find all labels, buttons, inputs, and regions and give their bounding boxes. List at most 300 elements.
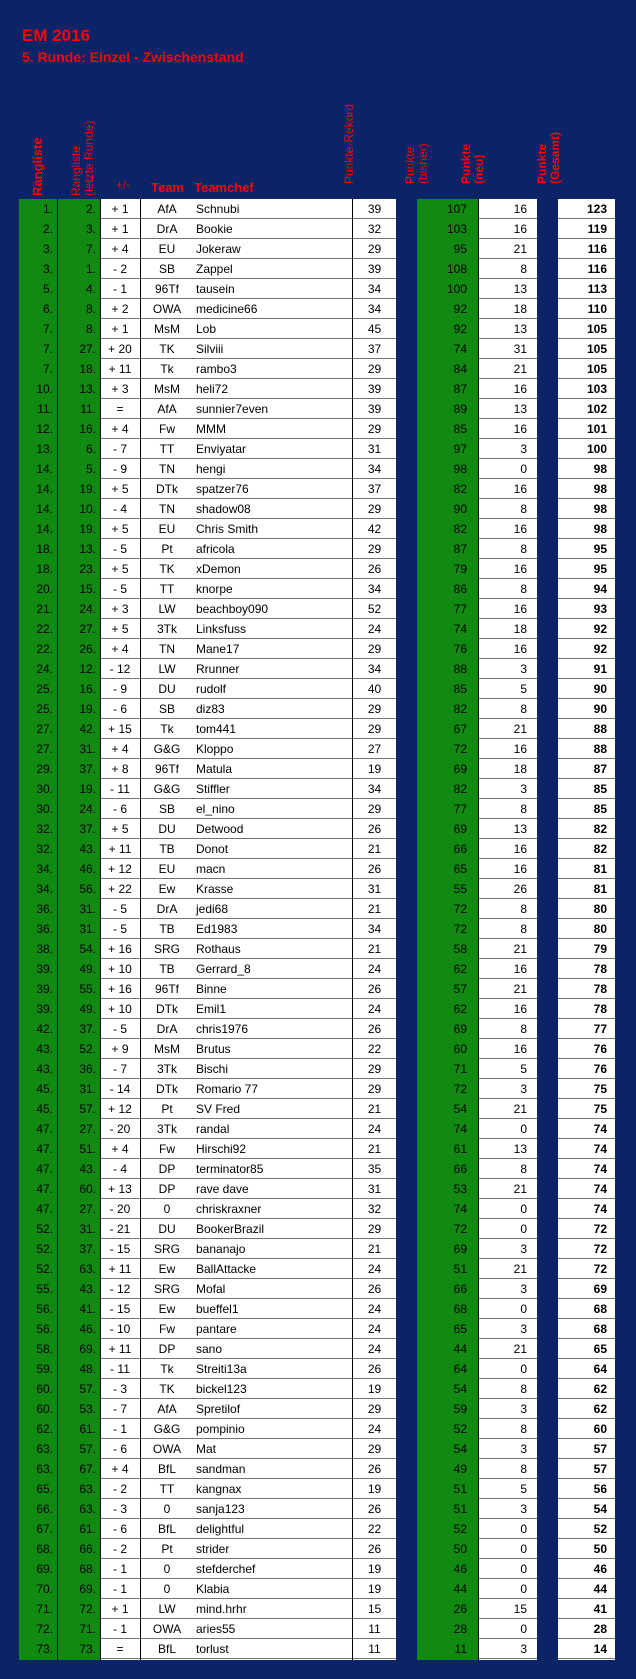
- cell-last-rank: 24.: [79, 602, 96, 616]
- cell-punkte-neu: 0: [520, 1582, 527, 1596]
- cell-teamchef: jedi68: [196, 902, 229, 916]
- cell-team: TK: [159, 562, 175, 576]
- header-punkte-bisher-line1: Punkte: [403, 146, 417, 184]
- cell-punkte-gesamt: 113: [587, 282, 607, 296]
- cell-punkte-neu: 8: [520, 502, 527, 516]
- cell-teamchef: Rothaus: [196, 942, 241, 956]
- cell-team: TK: [159, 1382, 175, 1396]
- cell-rank: 73.: [36, 1642, 53, 1656]
- cell-punkte-bisher: 61: [453, 1142, 467, 1156]
- cell-last-rank: 13.: [79, 382, 96, 396]
- cell-punkte-bisher: 108: [446, 262, 467, 276]
- cell-last-rank: 51.: [79, 1142, 96, 1156]
- cell-teamchef: hengi: [196, 462, 226, 476]
- cell-rank: 1.: [42, 202, 53, 216]
- cell-punkte-neu: 21: [513, 942, 527, 956]
- cell-team: TB: [159, 842, 175, 856]
- cell-rekord: 24: [367, 1342, 382, 1356]
- cell-diff: - 1: [112, 1562, 127, 1576]
- cell-rekord: 24: [367, 1422, 382, 1436]
- cell-rank: 25.: [36, 682, 53, 696]
- cell-last-rank: 57.: [79, 1442, 96, 1456]
- cell-punkte-bisher: 52: [453, 1422, 467, 1436]
- cell-rank: 30.: [36, 802, 53, 816]
- cell-punkte-bisher: 54: [453, 1382, 467, 1396]
- cell-last-rank: 55.: [79, 982, 96, 996]
- cell-team: BfL: [157, 1642, 176, 1656]
- cell-rank: 36.: [36, 902, 53, 916]
- cell-last-rank: 27.: [79, 1122, 96, 1136]
- cell-punkte-neu: 3: [520, 1082, 527, 1096]
- cell-rekord: 21: [367, 942, 382, 956]
- cell-teamchef: tom441: [196, 722, 237, 736]
- cell-rank: 47.: [36, 1182, 53, 1196]
- cell-punkte-bisher: 98: [453, 462, 467, 476]
- cell-diff: - 1: [112, 1582, 127, 1596]
- cell-last-rank: 2.: [85, 202, 96, 216]
- cell-rekord: 19: [367, 762, 382, 776]
- cell-diff: + 12: [108, 862, 132, 876]
- cell-last-rank: 43.: [79, 842, 96, 856]
- cell-punkte-bisher: 51: [453, 1502, 467, 1516]
- cell-last-rank: 31.: [79, 1222, 96, 1236]
- cell-rank: 34.: [36, 862, 53, 876]
- cell-diff: + 10: [108, 962, 132, 976]
- cell-diff: + 12: [108, 1102, 132, 1116]
- cell-diff: - 10: [109, 1322, 131, 1336]
- cell-diff: - 6: [112, 702, 127, 716]
- cell-punkte-bisher: 68: [453, 1302, 467, 1316]
- cell-team: DTk: [156, 482, 178, 496]
- cell-punkte-neu: 0: [520, 1622, 527, 1636]
- cell-rekord: 21: [367, 1142, 382, 1156]
- cell-rekord: 19: [367, 1482, 382, 1496]
- cell-punkte-gesamt: 76: [593, 1042, 607, 1056]
- cell-rekord: 29: [367, 1062, 382, 1076]
- cell-punkte-neu: 8: [520, 582, 527, 596]
- cell-diff: + 1: [111, 1602, 129, 1616]
- cell-diff: + 16: [108, 982, 132, 996]
- cell-punkte-neu: 26: [513, 882, 527, 896]
- cell-punkte-gesamt: 123: [586, 202, 607, 216]
- cell-last-rank: 43.: [79, 1162, 96, 1176]
- cell-rekord: 11: [368, 1622, 381, 1636]
- cell-punkte-bisher: 77: [453, 602, 467, 616]
- cell-rank: 38.: [36, 942, 53, 956]
- cell-punkte-neu: 16: [513, 382, 527, 396]
- cell-punkte-neu: 16: [513, 842, 527, 856]
- cell-punkte-gesamt: 78: [593, 1002, 607, 1016]
- cell-punkte-neu: 16: [513, 1002, 527, 1016]
- cell-team: MsM: [154, 1042, 180, 1056]
- cell-rekord: 34: [367, 462, 382, 476]
- cell-teamchef: beachboy090: [196, 602, 269, 616]
- cell-rank: 63.: [36, 1462, 53, 1476]
- cell-punkte-neu: 5: [520, 1062, 527, 1076]
- cell-punkte-gesamt: 88: [593, 742, 607, 756]
- cell-rekord: 24: [367, 1002, 382, 1016]
- cell-punkte-bisher: 66: [453, 842, 467, 856]
- cell-team: SB: [158, 702, 175, 716]
- cell-punkte-gesamt: 93: [593, 602, 607, 616]
- cell-punkte-neu: 3: [520, 662, 527, 676]
- cell-punkte-bisher: 77: [453, 802, 467, 816]
- cell-punkte-neu: 16: [513, 602, 527, 616]
- cell-punkte-neu: 18: [513, 302, 527, 316]
- cell-punkte-gesamt: 100: [586, 442, 607, 456]
- cell-team: 96Tf: [154, 982, 179, 996]
- cell-punkte-gesamt: 74: [593, 1162, 607, 1176]
- cell-rekord: 29: [367, 502, 382, 516]
- cell-rekord: 34: [367, 662, 382, 676]
- cell-punkte-gesamt: 105: [586, 362, 607, 376]
- cell-last-rank: 24.: [79, 802, 96, 816]
- cell-punkte-bisher: 100: [446, 282, 467, 296]
- cell-last-rank: 12.: [79, 662, 96, 676]
- cell-teamchef: chriskraxner: [196, 1202, 262, 1216]
- cell-rank: 39.: [36, 1002, 53, 1016]
- cell-last-rank: 19.: [79, 522, 96, 536]
- cell-diff: + 11: [108, 1262, 132, 1276]
- cell-team: Fw: [159, 1142, 175, 1156]
- cell-punkte-neu: 31: [513, 342, 527, 356]
- cell-punkte-bisher: 74: [453, 1122, 467, 1136]
- cell-last-rank: 52.: [79, 1042, 96, 1056]
- cell-punkte-bisher: 66: [453, 1162, 467, 1176]
- cell-teamchef: Mane17: [196, 642, 240, 656]
- cell-diff: - 3: [112, 1382, 127, 1396]
- cell-rekord: 29: [367, 1442, 382, 1456]
- cell-diff: + 5: [111, 562, 129, 576]
- cell-punkte-gesamt: 57: [593, 1442, 607, 1456]
- cell-last-rank: 27.: [79, 622, 96, 636]
- cell-rekord: 26: [367, 1462, 382, 1476]
- cell-teamchef: terminator85: [196, 1162, 264, 1176]
- cell-punkte-gesamt: 65: [593, 1342, 607, 1356]
- cell-last-rank: 6.: [85, 442, 96, 456]
- cell-team: G&G: [153, 742, 181, 756]
- cell-diff: - 1: [112, 282, 127, 296]
- cell-punkte-bisher: 85: [453, 682, 467, 696]
- header-team: Team: [151, 180, 184, 195]
- cell-rank: 18.: [36, 562, 53, 576]
- cell-team: 0: [163, 1582, 171, 1596]
- cell-diff: - 11: [110, 1362, 130, 1376]
- cell-team: Tk: [160, 722, 174, 736]
- cell-rekord: 34: [367, 282, 382, 296]
- cell-teamchef: BallAttacke: [196, 1262, 257, 1276]
- cell-punkte-neu: 13: [513, 322, 527, 336]
- cell-punkte-gesamt: 72: [593, 1242, 607, 1256]
- cell-rekord: 39: [367, 402, 382, 416]
- cell-rank: 7.: [42, 342, 53, 356]
- cell-rank: 72.: [36, 1622, 53, 1636]
- cell-punkte-neu: 3: [520, 1502, 527, 1516]
- cell-rank: 11.: [37, 402, 53, 416]
- cell-punkte-neu: 5: [520, 682, 527, 696]
- cell-rank: 14.: [36, 482, 53, 496]
- cell-diff: + 1: [111, 322, 129, 336]
- cell-rank: 47.: [36, 1202, 53, 1216]
- cell-punkte-bisher: 76: [453, 642, 467, 656]
- cell-rank: 56.: [36, 1302, 53, 1316]
- cell-rekord: 19: [367, 1382, 382, 1396]
- cell-rekord: 31: [367, 882, 382, 896]
- cell-teamchef: Jokeraw: [196, 242, 241, 256]
- cell-rank: 45.: [36, 1102, 53, 1116]
- cell-team: 3Tk: [156, 1062, 177, 1076]
- cell-diff: + 4: [111, 642, 129, 656]
- cell-last-rank: 66.: [79, 1542, 96, 1556]
- cell-punkte-gesamt: 77: [593, 1022, 607, 1036]
- cell-teamchef: Bookie: [196, 222, 233, 236]
- cell-diff: - 5: [112, 922, 127, 936]
- cell-punkte-bisher: 72: [453, 742, 467, 756]
- cell-punkte-bisher: 107: [446, 202, 467, 216]
- cell-last-rank: 46.: [79, 1322, 96, 1336]
- cell-teamchef: Binne: [196, 982, 227, 996]
- cell-punkte-bisher: 51: [453, 1482, 467, 1496]
- cell-punkte-gesamt: 110: [587, 302, 607, 316]
- cell-diff: + 8: [111, 762, 129, 776]
- cell-teamchef: aries55: [196, 1622, 236, 1636]
- cell-punkte-gesamt: 78: [593, 962, 607, 976]
- cell-teamchef: kangnax: [196, 1482, 242, 1496]
- cell-team: DrA: [156, 902, 178, 916]
- cell-teamchef: rave dave: [196, 1182, 249, 1196]
- cell-last-rank: 71.: [79, 1622, 96, 1636]
- cell-diff: - 3: [112, 1502, 127, 1516]
- cell-punkte-gesamt: 60: [593, 1422, 607, 1436]
- cell-team: TT: [159, 582, 175, 596]
- cell-punkte-neu: 8: [520, 1382, 527, 1396]
- cell-punkte-gesamt: 54: [593, 1502, 607, 1516]
- header-rangliste: Rangliste: [30, 137, 45, 196]
- cell-team: 0: [163, 1562, 171, 1576]
- cell-diff: - 20: [109, 1122, 131, 1136]
- row-divider: [100, 1658, 353, 1659]
- cell-teamchef: Hirschi92: [196, 1142, 247, 1156]
- cell-punkte-gesamt: 103: [586, 382, 607, 396]
- cell-punkte-bisher: 54: [453, 1102, 467, 1116]
- cell-punkte-bisher: 28: [453, 1622, 467, 1636]
- cell-punkte-gesamt: 87: [593, 762, 607, 776]
- cell-diff: + 4: [111, 1462, 129, 1476]
- cell-rekord: 37: [367, 482, 382, 496]
- cell-teamchef: pompinio: [196, 1422, 245, 1436]
- cell-teamchef: Romario 77: [196, 1082, 259, 1096]
- cell-diff: + 1: [111, 202, 129, 216]
- cell-rekord: 42: [367, 522, 382, 536]
- cell-punkte-bisher: 74: [453, 342, 467, 356]
- cell-team: TK: [159, 342, 175, 356]
- cell-rank: 47.: [36, 1142, 53, 1156]
- cell-rekord: 45: [367, 322, 382, 336]
- cell-teamchef: stefderchef: [196, 1562, 256, 1576]
- cell-punkte-neu: 21: [513, 982, 527, 996]
- cell-punkte-neu: 0: [520, 1302, 527, 1316]
- cell-team: EU: [158, 522, 176, 536]
- cell-team: BfL: [157, 1462, 176, 1476]
- cell-diff: - 15: [109, 1242, 131, 1256]
- cell-rank: 34.: [36, 882, 53, 896]
- cell-rank: 42.: [36, 1022, 53, 1036]
- cell-diff: + 22: [108, 882, 132, 896]
- cell-punkte-neu: 18: [513, 622, 527, 636]
- cell-punkte-neu: 8: [520, 922, 527, 936]
- cell-diff: - 9: [112, 682, 127, 696]
- cell-last-rank: 43.: [79, 1282, 96, 1296]
- cell-last-rank: 23.: [79, 562, 96, 576]
- cell-punkte-gesamt: 44: [593, 1582, 607, 1596]
- cell-punkte-bisher: 67: [453, 722, 467, 736]
- cell-team: G&G: [153, 782, 181, 796]
- cell-diff: - 5: [112, 1022, 127, 1036]
- cell-punkte-bisher: 49: [453, 1462, 467, 1476]
- cell-punkte-gesamt: 98: [593, 462, 607, 476]
- cell-last-rank: 26.: [79, 642, 96, 656]
- cell-last-rank: 31.: [79, 742, 96, 756]
- cell-teamchef: Stiffler: [196, 782, 230, 796]
- cell-punkte-bisher: 82: [453, 522, 467, 536]
- header-punkte-neu: [460, 136, 488, 184]
- cell-punkte-bisher: 72: [453, 1082, 467, 1096]
- cell-team: AfA: [157, 402, 177, 416]
- cell-last-rank: 49.: [79, 1002, 96, 1016]
- row-divider: [558, 1658, 615, 1659]
- cell-diff: - 6: [112, 802, 127, 816]
- cell-rekord: 34: [367, 302, 382, 316]
- cell-rekord: 19: [367, 1562, 382, 1576]
- header-punkte-gesamt-line1: Punkte: [535, 143, 549, 184]
- cell-teamchef: Silviii: [196, 342, 224, 356]
- cell-punkte-bisher: 50: [453, 1542, 467, 1556]
- cell-punkte-gesamt: 98: [593, 502, 607, 516]
- cell-teamchef: rambo3: [196, 362, 237, 376]
- cell-teamchef: delightful: [196, 1522, 245, 1536]
- cell-rekord: 29: [367, 362, 382, 376]
- cell-last-rank: 37.: [79, 1022, 96, 1036]
- cell-punkte-neu: 18: [513, 762, 527, 776]
- cell-teamchef: Linksfuss: [196, 622, 247, 636]
- cell-last-rank: 15.: [79, 582, 96, 596]
- cell-team: OWA: [152, 1622, 182, 1636]
- header-punkte-gesamt: [536, 118, 564, 184]
- cell-diff: + 11: [108, 362, 132, 376]
- cell-last-rank: 19.: [79, 702, 96, 716]
- cell-team: LW: [158, 662, 176, 676]
- cell-rekord: 52: [367, 602, 382, 616]
- cell-rank: 30.: [36, 782, 53, 796]
- cell-punkte-gesamt: 41: [593, 1602, 607, 1616]
- cell-rekord: 29: [367, 542, 382, 556]
- cell-team: 0: [163, 1202, 171, 1216]
- cell-rekord: 24: [367, 1262, 382, 1276]
- cell-diff: - 7: [112, 1062, 127, 1076]
- cell-punkte-gesamt: 79: [593, 942, 607, 956]
- page-title: EM 2016: [22, 26, 91, 45]
- cell-punkte-gesamt: 62: [593, 1382, 607, 1396]
- cell-punkte-bisher: 72: [453, 902, 467, 916]
- cell-rekord: 26: [367, 1282, 382, 1296]
- cell-last-rank: 67.: [79, 1462, 96, 1476]
- cell-punkte-bisher: 69: [453, 762, 467, 776]
- cell-punkte-neu: 16: [513, 562, 527, 576]
- cell-teamchef: strider: [196, 1542, 230, 1556]
- cell-teamchef: bickel123: [196, 1382, 247, 1396]
- cell-rank: 27.: [36, 722, 53, 736]
- cell-team: SRG: [153, 942, 180, 956]
- cell-teamchef: Emil1: [196, 1002, 227, 1016]
- cell-diff: + 5: [111, 522, 129, 536]
- cell-last-rank: 68.: [79, 1562, 96, 1576]
- header-punkte-bisher-line2: (bisher): [416, 143, 430, 184]
- cell-last-rank: 1.: [85, 262, 96, 276]
- cell-punkte-gesamt: 74: [593, 1182, 607, 1196]
- cell-punkte-bisher: 89: [453, 402, 467, 416]
- cell-last-rank: 56.: [79, 882, 96, 896]
- cell-punkte-gesamt: 75: [593, 1102, 607, 1116]
- cell-rank: 7.: [42, 362, 53, 376]
- row-divider: [478, 1658, 537, 1659]
- cell-team: TN: [159, 502, 175, 516]
- cell-diff: - 14: [109, 1082, 131, 1096]
- cell-punkte-neu: 8: [520, 1462, 527, 1476]
- cell-punkte-neu: 3: [520, 1402, 527, 1416]
- cell-punkte-neu: 8: [520, 902, 527, 916]
- cell-punkte-bisher: 55: [453, 882, 467, 896]
- cell-teamchef: Mofal: [196, 1282, 226, 1296]
- cell-rekord: 29: [367, 642, 382, 656]
- header-rangliste-letzte-runde-line2: (letzte Runde): [82, 120, 96, 196]
- cell-teamchef: medicine66: [196, 302, 258, 316]
- cell-diff: - 2: [112, 1542, 127, 1556]
- cell-teamchef: Donot: [196, 842, 229, 856]
- cell-punkte-neu: 8: [520, 802, 527, 816]
- cell-last-rank: 19.: [79, 782, 96, 796]
- cell-punkte-gesamt: 78: [593, 982, 607, 996]
- cell-last-rank: 60.: [79, 1182, 96, 1196]
- cell-rekord: 22: [367, 1522, 382, 1536]
- cell-rekord: 32: [367, 222, 382, 236]
- cell-teamchef: pantare: [196, 1322, 237, 1336]
- cell-diff: - 12: [109, 662, 131, 676]
- cell-rekord: 11: [368, 1642, 381, 1656]
- cell-teamchef: knorpe: [196, 582, 233, 596]
- cell-team: 0: [163, 1502, 171, 1516]
- cell-rank: 60.: [36, 1382, 53, 1396]
- cell-punkte-neu: 3: [520, 1242, 527, 1256]
- cell-teamchef: SV Fred: [196, 1102, 241, 1116]
- cell-diff: - 2: [112, 1482, 127, 1496]
- cell-diff: - 9: [112, 462, 127, 476]
- cell-rank: 69.: [36, 1562, 53, 1576]
- cell-rekord: 34: [367, 922, 382, 936]
- cell-rekord: 29: [367, 1082, 382, 1096]
- cell-rank: 6.: [42, 302, 53, 316]
- cell-last-rank: 5.: [85, 462, 96, 476]
- cell-punkte-neu: 21: [513, 1182, 527, 1196]
- cell-punkte-bisher: 97: [453, 442, 467, 456]
- cell-punkte-gesamt: 68: [593, 1302, 607, 1316]
- cell-rank: 45.: [36, 1082, 53, 1096]
- cell-rekord: 29: [367, 722, 382, 736]
- cell-rank: 27.: [36, 742, 53, 756]
- cell-last-rank: 54.: [79, 942, 96, 956]
- cell-punkte-gesamt: 92: [593, 642, 607, 656]
- cell-team: SB: [158, 262, 175, 276]
- cell-teamchef: bananajo: [196, 1242, 246, 1256]
